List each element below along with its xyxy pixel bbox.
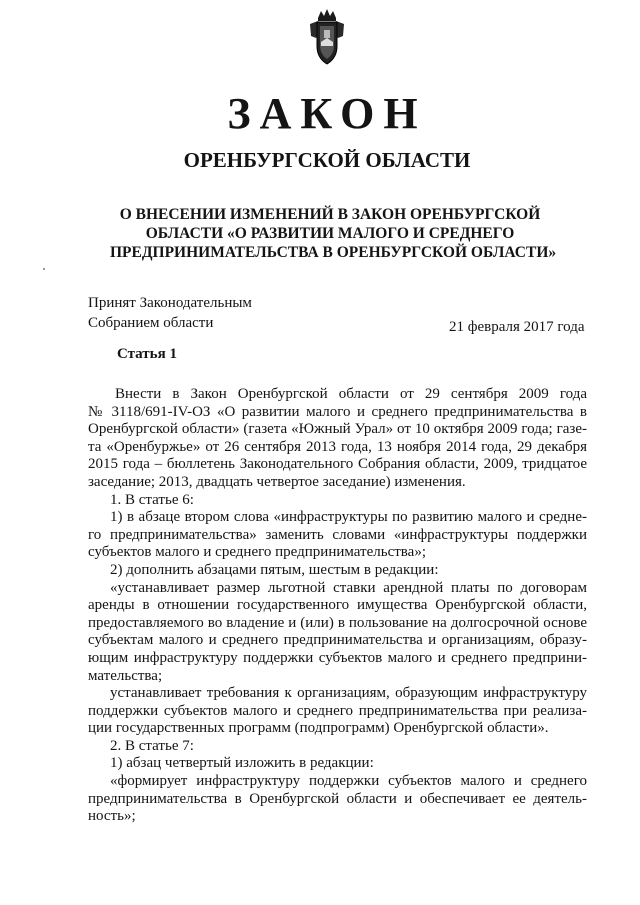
adopted-line: Принят Законодательным (88, 295, 252, 311)
body-line: 2. В статье 7: (110, 737, 194, 754)
body-line: та «Оренбуржье» от 26 сентября 2013 года, 13 ноября 2014 года, 29 декабря (88, 438, 587, 455)
subject-line: ОБЛАСТИ «О РАЗВИТИИ МАЛОГО И СРЕДНЕГО (145, 225, 515, 242)
body-line: субъектам малого и среднего предпринимательства и организациям, образу- (88, 632, 587, 649)
body-line: предоставляемого во владение и (или) в пользование на долгосрочной основе (88, 614, 587, 631)
adopted-by (88, 293, 252, 333)
body-line: устанавливает требования к организациям, образующим инфраструктуру (110, 685, 587, 702)
body-line: Оренбургской области» (газета «Южный Урал» от 10 октября 2009 года; газе- (88, 421, 587, 438)
adopted-date: 21 февраля 2017 года (449, 319, 585, 335)
subject-line: ПРЕДПРИНИМАТЕЛЬСТВА В ОРЕНБУРГСКОЙ ОБЛАСТИ» (110, 244, 557, 261)
body-line: Внести в Закон Оренбургской области от 29 сентября 2009 года (115, 386, 587, 402)
body-line: заседание; 2013, двадцать четвертое заседание) изменения. (88, 473, 466, 490)
body-line: мательства; (88, 667, 163, 684)
body-line: «формирует инфраструктуру поддержки субъектов малого и среднего (110, 773, 587, 790)
body-line: 2015 года – бюллетень Законодательного Собрания области, 2009, тридцатое (88, 456, 587, 473)
body-line: № 3118/691-IV-ОЗ «О развитии малого и среднего предпринимательства в (88, 403, 587, 420)
body-line: го предпринимательства» заменить словами «инфраструктуры поддержки (88, 526, 587, 543)
body-line: 1) в абзаце втором слова «инфраструктуры по развитию малого и средне- (110, 509, 587, 526)
body-line: ющим инфраструктуру поддержки субъектов малого и среднего предприни- (88, 649, 587, 666)
adopted-line: Собранием области (88, 315, 214, 331)
body-line: 2) дополнить абзацами пятым, шестым в редакции: (110, 561, 439, 578)
article-heading: Статья 1 (117, 346, 177, 362)
law-subject (110, 205, 557, 262)
region-title: ОРЕНБУРГСКОЙ ОБЛАСТИ (183, 148, 471, 172)
body-line: ции государственных программ (подпрограмм) Оренбургской области». (88, 720, 549, 737)
body-line: ность»; (88, 808, 136, 825)
law-title: ЗАКОН (227, 89, 427, 138)
body-line: 1. В статье 6: (110, 491, 194, 508)
body-line: предпринимательства в Оренбургской области и обеспечивает ее деятель- (88, 790, 587, 807)
body-line: аренды в отношении государственного имущества Оренбургской области, (88, 597, 587, 614)
body-line: 1) абзац четвертый изложить в редакции: (110, 755, 374, 772)
body-line: «устанавливает размер льготной ставки арендной платы по договорам (110, 579, 587, 596)
article-body (88, 386, 587, 826)
subject-line: О ВНЕСЕНИИ ИЗМЕНЕНИЙ В ЗАКОН ОРЕНБУРГСКОЙ (119, 206, 541, 223)
scan-speck (43, 268, 45, 270)
body-line: поддержки субъектов малого и среднего предпринимательства при реализа- (88, 702, 587, 719)
body-line: субъектов малого и среднего предпринимательства»; (88, 544, 426, 561)
coat-of-arms-icon (307, 8, 347, 66)
